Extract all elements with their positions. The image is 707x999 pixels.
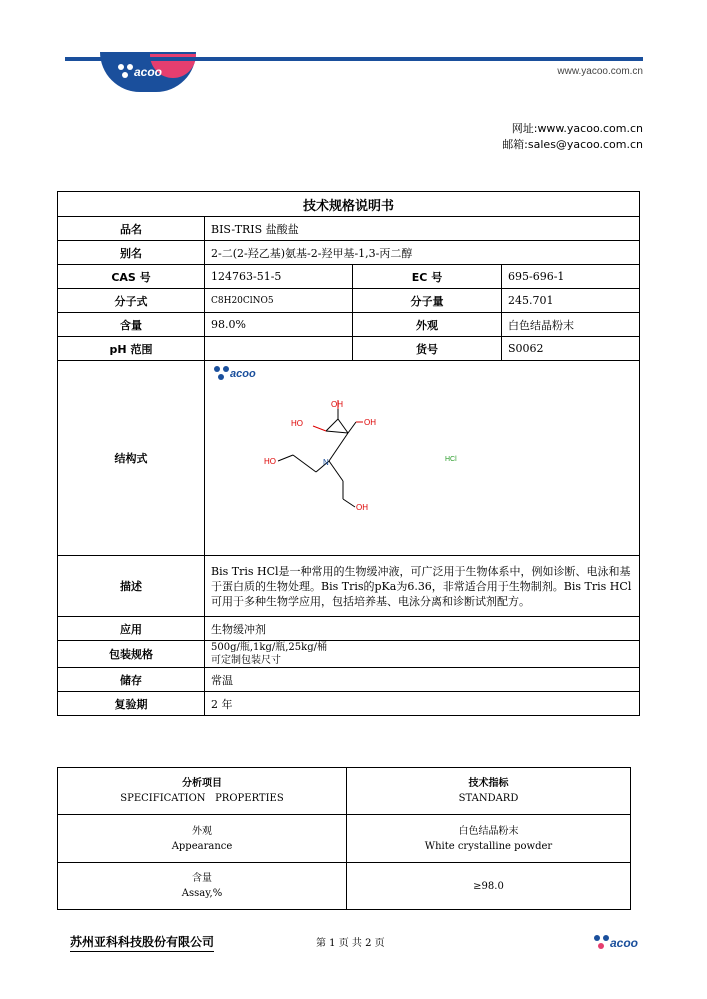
analysis-standard (347, 815, 631, 863)
footer-logo-text: acoo (610, 936, 639, 950)
formula-value: C8H20ClNO5 (205, 289, 353, 313)
appearance-value: 白色结晶粉末 (502, 313, 640, 337)
analysis-header-standard-en: STANDARD (458, 793, 519, 804)
analysis-header-item-cn: 分析项目 (182, 778, 222, 789)
analysis-standard-en: White crystalline powder (424, 840, 553, 852)
ec-value: 695-696-1 (502, 265, 640, 289)
spec-title: 技术规格说明书 (58, 192, 640, 217)
cas-label: CAS 号 (58, 265, 205, 289)
spec-table (57, 191, 640, 716)
package-line-2: 可定制包装尺寸 (211, 655, 281, 666)
analysis-item-en: Assay,% (181, 888, 223, 899)
ph-label: pH 范围 (58, 337, 205, 361)
storage-label: 储存 (58, 668, 205, 692)
sku-label: 货号 (353, 337, 502, 361)
description-value: Bis Tris HCl是一种常用的生物缓冲液，可广泛用于生物体系中，例如诊断、电泳和基于蛋白质的生物处理。Bis Tris的pKa为6.36，非常适合用于生物制剂。Bis Tris HCl可用于多种生物学应用，包括培养基、电泳分离和诊断试剂配方。 (205, 556, 640, 617)
header-bar (65, 57, 643, 61)
contact-website[interactable]: 网址:www.yacoo.com.cn (511, 122, 643, 135)
package-label: 包装规格 (58, 641, 205, 668)
storage-value: 常温 (205, 668, 640, 692)
analysis-header-standard (347, 768, 631, 815)
sku-value: S0062 (502, 337, 640, 361)
footer-company: 苏州亚科科技股份有限公司 (70, 933, 214, 952)
analysis-header-item-en: SPECIFICATION PROPERTIES (120, 793, 284, 804)
analysis-item-cn: 含量 (192, 873, 212, 884)
analysis-item-en: Appearance (171, 840, 233, 852)
n-label: N (323, 458, 329, 467)
logo-dots-icon (594, 935, 610, 951)
retest-label: 复验期 (58, 692, 205, 716)
alias-label: 别名 (58, 241, 205, 265)
contact-email[interactable]: 邮箱:sales@yacoo.com.cn (502, 138, 643, 151)
description-label: 描述 (58, 556, 205, 617)
oh-label-4: HO (264, 457, 276, 466)
package-value (205, 641, 640, 668)
cas-value: 124763-51-5 (205, 265, 353, 289)
structure-logo-text: acoo (230, 368, 256, 380)
oh-label-2: HO (291, 419, 303, 428)
formula-label: 分子式 (58, 289, 205, 313)
alias-value: 2-二(2-羟乙基)氨基-2-羟甲基-1,3-丙二醇 (205, 241, 640, 265)
header-logo-text: acoo (134, 65, 163, 79)
analysis-standard (347, 863, 631, 910)
analysis-item (58, 815, 347, 863)
table-row (58, 863, 631, 910)
logo-dots-icon (118, 64, 134, 80)
content-value: 98.0% (205, 313, 353, 337)
oh-label-3: OH (364, 418, 376, 427)
analysis-item-cn: 外观 (192, 825, 212, 837)
content-label: 含量 (58, 313, 205, 337)
product-name-label: 品名 (58, 217, 205, 241)
ph-value (205, 337, 353, 361)
structure-cell (205, 361, 640, 556)
product-name-value: BIS-TRIS 盐酸盐 (205, 217, 640, 241)
ec-label: EC 号 (353, 265, 502, 289)
analysis-standard-cn: ≥98.0 (473, 880, 504, 892)
mw-value: 245.701 (502, 289, 640, 313)
structure-label: 结构式 (58, 361, 205, 556)
appearance-label: 外观 (353, 313, 502, 337)
header-url[interactable]: www.yacoo.com.cn (557, 66, 643, 77)
analysis-table (57, 767, 631, 910)
bonds (278, 400, 356, 507)
retest-value: 2 年 (205, 692, 640, 716)
analysis-header-standard-cn: 技术指标 (468, 778, 509, 789)
hcl-label: HCl (445, 456, 457, 463)
contact-block (502, 121, 643, 153)
analysis-standard-cn: 白色结晶粉末 (458, 825, 519, 837)
mw-label: 分子量 (353, 289, 502, 313)
footer-logo (594, 935, 638, 951)
footer-page-number: 第 1 页 共 2 页 (316, 938, 385, 949)
table-row (58, 815, 631, 863)
package-line-1: 500g/瓶,1kg/瓶,25kg/桶 (211, 642, 327, 653)
analysis-header-item (58, 768, 347, 815)
application-label: 应用 (58, 617, 205, 641)
application-value: 生物缓冲剂 (205, 617, 640, 641)
structure-diagram (205, 361, 639, 555)
oh-label-5: OH (356, 503, 368, 512)
header-logo (118, 64, 162, 80)
analysis-item (58, 863, 347, 910)
oh-label-1: OH (331, 400, 343, 409)
